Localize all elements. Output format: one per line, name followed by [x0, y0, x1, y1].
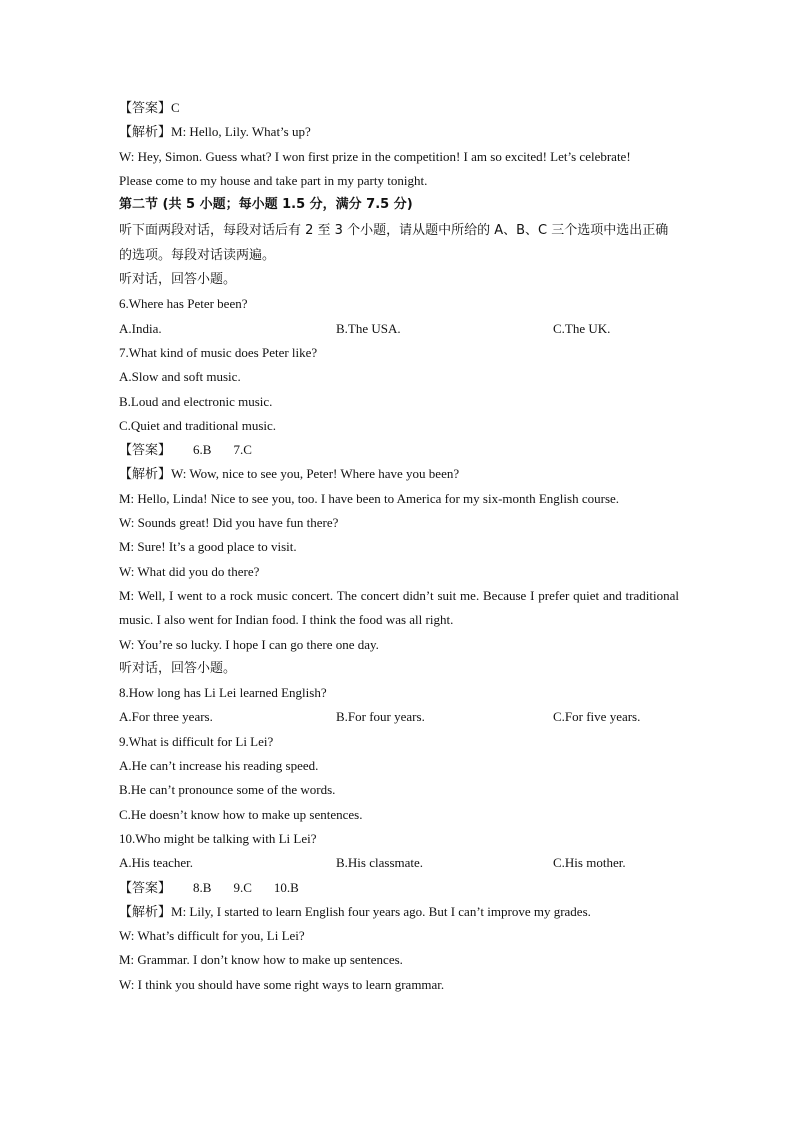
- transcript-line: W: Hey, Simon. Guess what? I won first prize in the competition! I am so excited! Let’s celebrate!: [119, 148, 631, 164]
- option-b: B.He can’t pronounce some of the words.: [119, 782, 336, 798]
- transcript-line: W: Sounds great! Did you have fun there?: [119, 515, 339, 531]
- question-9: 9.What is difficult for Li Lei?: [119, 733, 274, 749]
- transcript-line: M: Lily, I started to learn English four years ago. But I can’t improve my grades.: [171, 903, 591, 919]
- transcript-line: M: Well, I went to a rock music concert. The concert didn’t suit me. Because I prefer quiet and traditional music. I also went for Indian food. I think the food was all right.: [119, 587, 679, 628]
- option-b: B.For four years.: [336, 709, 425, 725]
- transcript-line: M: Sure! It’s a good place to visit.: [119, 539, 297, 555]
- dialog-prompt: 听对话，回答小题。: [119, 272, 237, 288]
- answer-value: 7.C: [233, 442, 252, 458]
- transcript-line: W: I think you should have some right ways to learn grammar.: [119, 976, 445, 992]
- transcript-line: W: What’s difficult for you, Li Lei?: [119, 928, 305, 944]
- option-a: A.Slow and soft music.: [119, 369, 241, 385]
- option-a: A.He can’t increase his reading speed.: [119, 758, 319, 774]
- question-7: 7.What kind of music does Peter like?: [119, 344, 318, 360]
- answer-tag: 【答案】: [119, 101, 172, 116]
- answer-value: C: [171, 100, 180, 115]
- document-page: [119, 96, 679, 997]
- question-8: 8.How long has Li Lei learned English?: [119, 685, 327, 701]
- transcript-line: W: You’re so lucky. I hope I can go there one day.: [119, 636, 379, 652]
- question-10: 10.Who might be talking with Li Lei?: [119, 830, 317, 846]
- answer-value: 8.B: [193, 879, 212, 895]
- transcript-line: M: Hello, Linda! Nice to see you, too. I have been to America for my six-month English course.: [119, 490, 620, 506]
- question-8-options: [119, 705, 679, 729]
- analysis-line: [119, 900, 679, 924]
- analysis-tag: 【解析】: [119, 467, 172, 483]
- question-6: 6.Where has Peter been?: [119, 296, 248, 312]
- option-b: B.Loud and electronic music.: [119, 393, 273, 409]
- answer-value: 6.B: [193, 442, 212, 458]
- analysis-line: [119, 120, 679, 144]
- option-a: A.For three years.: [119, 709, 213, 725]
- question-6-options: [119, 317, 679, 341]
- answer-value: 10.B: [273, 879, 299, 895]
- option-c: C.He doesn’t know how to make up sentences.: [119, 806, 363, 822]
- option-c: C.The UK.: [553, 320, 611, 336]
- dialog-prompt: 听对话，回答小题。: [119, 660, 237, 676]
- option-c: C.For five years.: [553, 709, 641, 725]
- transcript-line: M: Grammar. I don’t know how to make up sentences.: [119, 952, 403, 968]
- section-instructions: 听下面两段对话，每段对话后有 2 至 3 个小题，请从题中所给的 A、B、C 三个选项中选出正确的选项。每段对话读两遍。: [119, 223, 669, 263]
- answer-line-5: [119, 96, 679, 120]
- transcript-line: W: Wow, nice to see you, Peter! Where have you been?: [171, 466, 460, 482]
- answer-line-6-7: [119, 438, 679, 462]
- transcript-line: M: Hello, Lily. What’s up?: [171, 124, 311, 140]
- analysis-line: [119, 462, 679, 486]
- option-b: B.The USA.: [336, 320, 401, 336]
- option-a: A.India.: [119, 320, 162, 336]
- transcript-line: Please come to my house and take part in my party tonight.: [119, 172, 428, 188]
- transcript-line: W: What did you do there?: [119, 563, 260, 579]
- analysis-tag: 【解析】: [119, 125, 172, 141]
- answer-line-8-10: [119, 876, 679, 900]
- option-a: A.His teacher.: [119, 855, 194, 871]
- analysis-tag: 【解析】: [119, 904, 172, 920]
- answer-tag: 【答案】: [119, 880, 172, 896]
- option-c: C.Quiet and traditional music.: [119, 417, 277, 433]
- section-heading: 第二节 (共 5 小题；每小题 1.5 分，满分 7.5 分): [119, 197, 413, 213]
- option-c: C.His mother.: [553, 855, 626, 871]
- answer-tag: 【答案】: [119, 443, 172, 459]
- option-b: B.His classmate.: [336, 855, 424, 871]
- question-10-options: [119, 851, 679, 875]
- answer-value: 9.C: [233, 879, 252, 895]
